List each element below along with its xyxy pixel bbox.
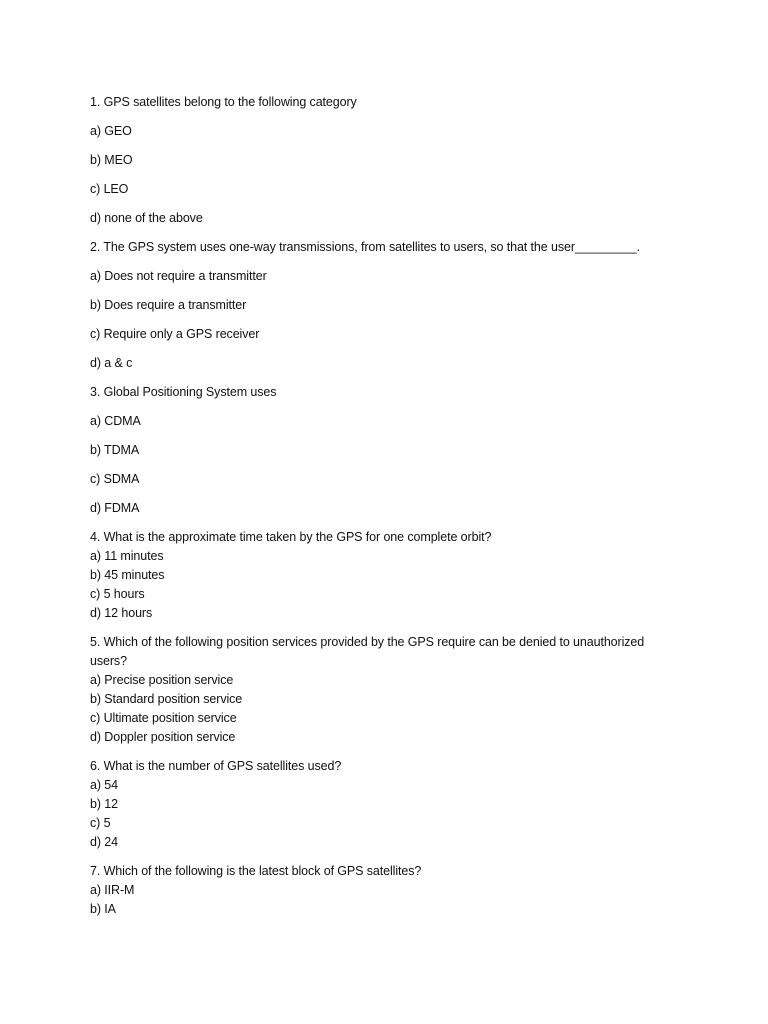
question-3-option-c: c) SDMA [90, 472, 140, 486]
question-4-option-b: b) 45 minutes [90, 568, 165, 582]
question-1-option-d: d) none of the above [90, 211, 203, 225]
question-5-stem: 5. Which of the following position services provided by the GPS require can be denied to unauthorized users? [90, 635, 645, 668]
question-4-option-d: d) 12 hours [90, 606, 153, 620]
question-5-option-c: c) Ultimate position service [90, 711, 237, 725]
question-3-option-a: a) CDMA [90, 414, 141, 428]
question-6-option-a: a) 54 [90, 778, 118, 792]
question-7-option-a: a) IIR-M [90, 883, 135, 897]
question-6-option-b: b) 12 [90, 797, 118, 811]
question-7 [90, 862, 690, 919]
question-5-option-d: d) Doppler position service [90, 730, 236, 744]
question-2-option-b: b) Does require a transmitter [90, 298, 247, 312]
question-1-option-c: c) LEO [90, 182, 129, 196]
question-6 [90, 757, 690, 852]
question-3-option-d: d) FDMA [90, 501, 140, 515]
question-1-stem: 1. GPS satellites belong to the following category [90, 95, 357, 109]
question-5-option-a: a) Precise position service [90, 673, 234, 687]
question-5-option-b: b) Standard position service [90, 692, 243, 706]
question-6-stem: 6. What is the number of GPS satellites used? [90, 759, 342, 773]
question-1-option-a: a) GEO [90, 124, 132, 138]
question-5 [90, 633, 690, 747]
question-6-option-d: d) 24 [90, 835, 118, 849]
question-3-stem: 3. Global Positioning System uses [90, 385, 277, 399]
question-1-option-b: b) MEO [90, 153, 133, 167]
question-6-option-c: c) 5 [90, 816, 111, 830]
question-4 [90, 528, 690, 623]
question-4-stem: 4. What is the approximate time taken by the GPS for one complete orbit? [90, 530, 492, 544]
question-4-option-c: c) 5 hours [90, 587, 145, 601]
quiz-content [90, 93, 690, 929]
question-2-stem: 2. The GPS system uses one-way transmissions, from satellites to users, so that the user_________. [90, 240, 640, 254]
question-3-option-b: b) TDMA [90, 443, 140, 457]
question-4-option-a: a) 11 minutes [90, 549, 164, 563]
question-2-option-c: c) Require only a GPS receiver [90, 327, 260, 341]
question-7-stem: 7. Which of the following is the latest block of GPS satellites? [90, 864, 422, 878]
question-2-option-a: a) Does not require a transmitter [90, 269, 267, 283]
question-7-option-b: b) IA [90, 902, 116, 916]
question-2-option-d: d) a & c [90, 356, 133, 370]
